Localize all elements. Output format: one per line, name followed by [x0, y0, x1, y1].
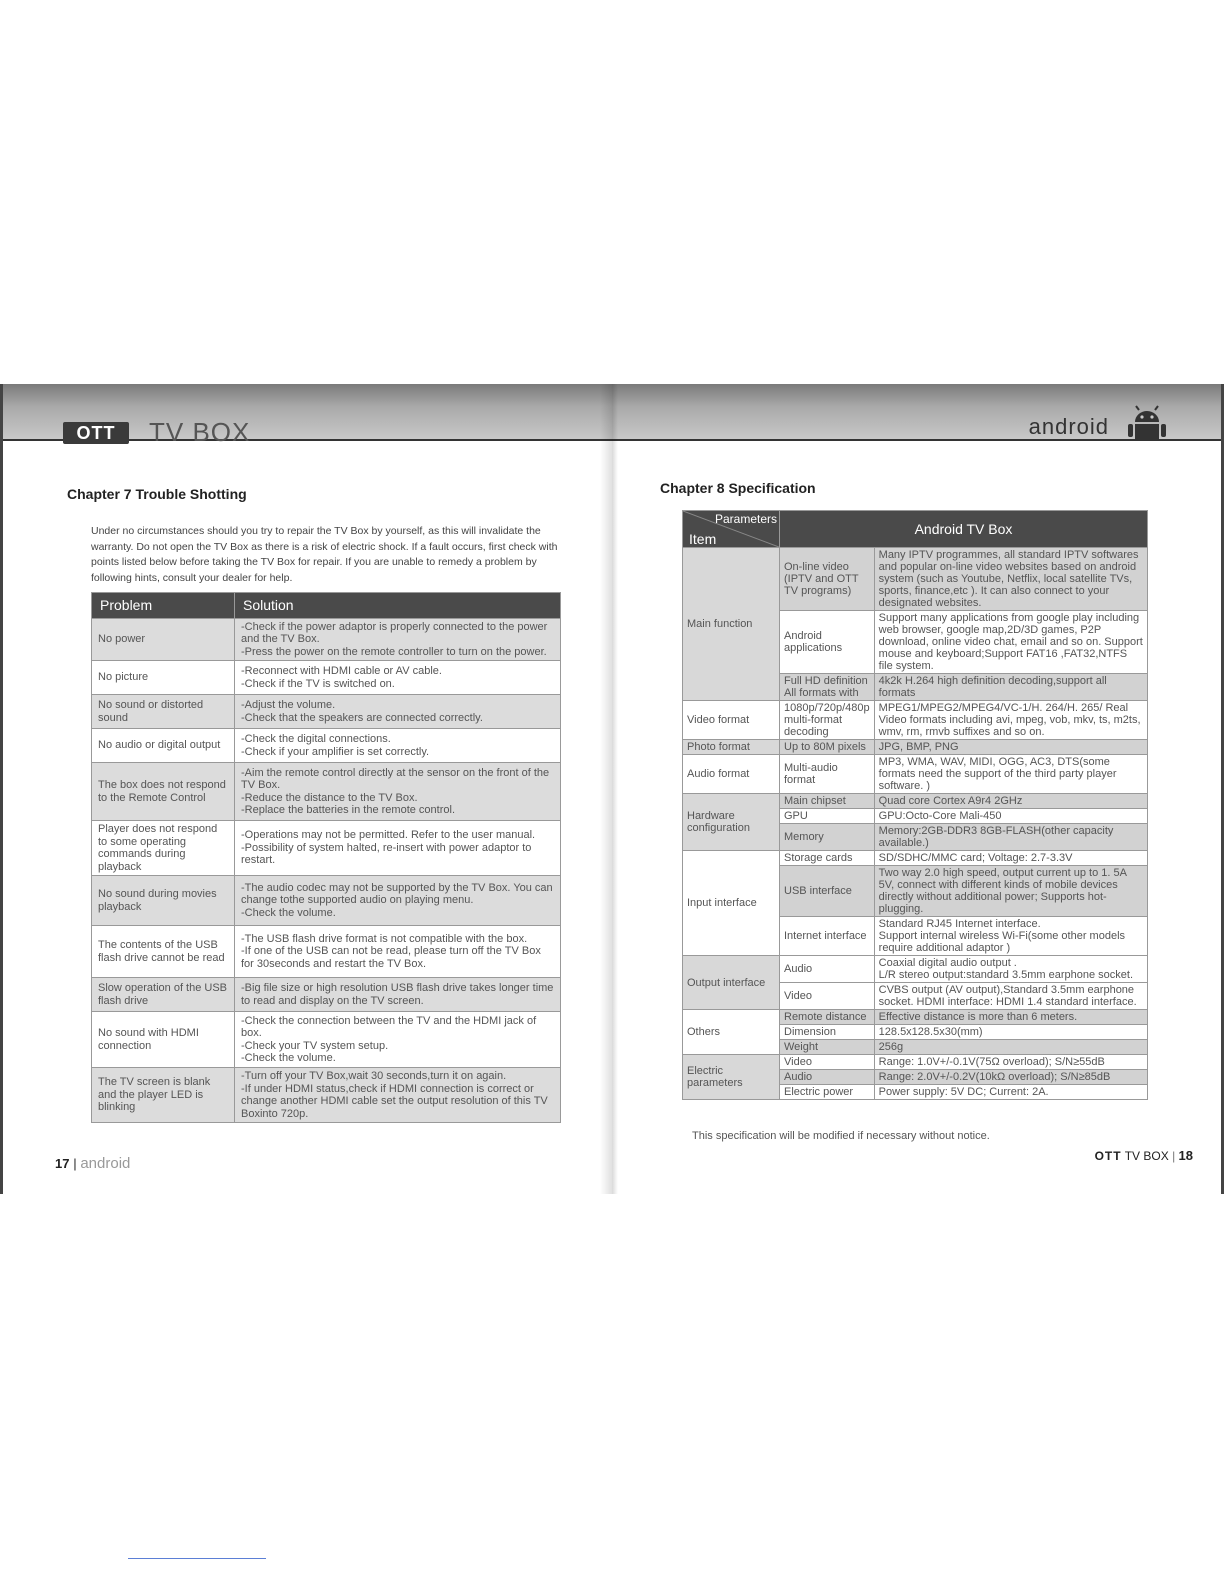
table-row — [92, 821, 561, 876]
problem-cell: No power — [92, 618, 235, 661]
params-item-header — [683, 511, 780, 548]
problem-cell: The TV screen is blank and the player LED is blinking — [92, 1068, 235, 1123]
problem-cell: No audio or digital output — [92, 729, 235, 763]
spec-header-row — [683, 511, 1148, 548]
table-row — [92, 978, 561, 1012]
spec-note: This specification will be modified if necessary without notice. — [692, 1130, 990, 1142]
spec-row — [683, 548, 1148, 611]
spec-subitem-cell: Dimension — [780, 1025, 875, 1040]
spec-subitem-cell: On-line video (IPTV and OTT TV programs) — [780, 548, 875, 611]
spec-item-cell: Input interface — [683, 851, 780, 956]
spec-row — [683, 851, 1148, 866]
solution-cell: -Check if the power adaptor is properly connected to the power and the TV Box. -Press the power on the remote controller to turn on the power. — [235, 618, 561, 661]
spec-value-cell: CVBS output (AV output),Standard 3.5mm earphone socket. HDMI interface: HDMI 1.4 standard interface. — [874, 983, 1147, 1010]
ott-logo: OTT — [63, 422, 129, 444]
right-page-footer: OTT TV BOX | 18 — [1094, 1148, 1193, 1163]
table-row — [92, 763, 561, 821]
table-row — [92, 926, 561, 978]
product-header: Android TV Box — [780, 511, 1148, 548]
solution-cell: -The audio codec may not be supported by the TV Box. You can change tothe supported audio on playing menu. -Check the volume. — [235, 876, 561, 926]
spec-row — [683, 794, 1148, 809]
table-row — [92, 729, 561, 763]
footer-tv-box-text: TV BOX — [1124, 1149, 1169, 1163]
solution-cell: -Reconnect with HDMI cable or AV cable. -Check if the TV is switched on. — [235, 661, 561, 695]
solution-cell: -The USB flash drive format is not compatible with the box. -If one of the USB can not be read, please turn off the TV Box for 30seconds and restart the TV Box. — [235, 926, 561, 978]
problem-cell: Player does not respond to some operating commands during playback — [92, 821, 235, 876]
solution-cell: -Check the connection between the TV and the HDMI jack of box. -Check your TV system setup. -Check the volume. — [235, 1012, 561, 1068]
spec-item-cell: Others — [683, 1010, 780, 1055]
solution-header: Solution — [235, 593, 561, 619]
spec-subitem-cell: Memory — [780, 824, 875, 851]
spec-value-cell: MPEG1/MPEG2/MPEG4/VC-1/H. 264/H. 265/ Real Video formats including avi, mpeg, vob, mkv, ts, m2ts, wmv, rm, rmvb suffixes and so on. — [874, 701, 1147, 740]
spec-item-cell: Photo format — [683, 740, 780, 755]
spec-item-cell: Output interface — [683, 956, 780, 1010]
left-page-footer: 17 | android — [55, 1155, 131, 1172]
right-page — [612, 384, 1224, 1194]
spec-item-cell: Video format — [683, 701, 780, 740]
spec-value-cell: JPG, BMP, PNG — [874, 740, 1147, 755]
spec-value-cell: Many IPTV programmes, all standard IPTV softwares and popular on-line video websites based on android system (such as Youtube, Netflix, local satellite TVs, sports, finance,etc ). It can also connect to your designated websites. — [874, 548, 1147, 611]
spec-value-cell: Memory:2GB-DDR3 8GB-FLASH(other capacity available.) — [874, 824, 1147, 851]
right-page-number: 18 — [1178, 1148, 1193, 1163]
specification-table — [682, 510, 1148, 1100]
spec-value-cell: 4k2k H.264 high definition decoding,support all formats — [874, 674, 1147, 701]
troubleshooting-table — [91, 592, 561, 1123]
solution-cell: -Adjust the volume. -Check that the speakers are connected correctly. — [235, 695, 561, 729]
spec-subitem-cell: Internet interface — [780, 917, 875, 956]
spec-row — [683, 956, 1148, 983]
left-page-number: 17 — [55, 1156, 70, 1171]
solution-cell: -Check the digital connections. -Check if your amplifier is set correctly. — [235, 729, 561, 763]
solution-cell: -Turn off your TV Box,wait 30 seconds,turn it on again. -If under HDMI status,check if HDMI connection is correct or change another HDMI cable set the output resolution of this TV Boxinto 720p. — [235, 1068, 561, 1123]
spec-item-cell: Electric parameters — [683, 1055, 780, 1100]
android-robot-icon — [1125, 404, 1169, 444]
spec-value-cell: 256g — [874, 1040, 1147, 1055]
spec-value-cell: Effective distance is more than 6 meters. — [874, 1010, 1147, 1025]
problem-cell: No sound during movies playback — [92, 876, 235, 926]
gutter-shadow-right — [612, 384, 618, 1194]
problem-cell: No sound or distorted sound — [92, 695, 235, 729]
spec-subitem-cell: 1080p/720p/480p multi-format decoding — [780, 701, 875, 740]
gutter-shadow — [600, 384, 612, 1194]
spec-value-cell: Support many applications from google play including web browser, google map,2D/3D games, P2P download, online video chat, email and so on. Support mouse and keyboard;Support FAT16 ,FAT32,NTFS file system. — [874, 611, 1147, 674]
spec-value-cell: 128.5x128.5x30(mm) — [874, 1025, 1147, 1040]
spec-item-cell: Main function — [683, 548, 780, 701]
item-label: Item — [689, 531, 717, 547]
spec-subitem-cell: Up to 80M pixels — [780, 740, 875, 755]
spec-value-cell: MP3, WMA, WAV, MIDI, OGG, AC3, DTS(some formats need the support of the third party player software. ) — [874, 755, 1147, 794]
spec-item-cell: Audio format — [683, 755, 780, 794]
spec-row — [683, 740, 1148, 755]
table-row — [92, 695, 561, 729]
parameters-label: Parameters — [714, 512, 777, 526]
solution-cell: -Operations may not be permitted. Refer to the user manual. -Possibility of system halted, re-insert with power adaptor to restart. — [235, 821, 561, 876]
spec-subitem-cell: Full HD definition All formats with — [780, 674, 875, 701]
footer-android-text: android — [80, 1155, 131, 1172]
tv-box-logo-text: TV BOX — [149, 417, 251, 447]
chapter-8-title: Chapter 8 Specification — [660, 480, 816, 496]
underline-mark — [128, 1558, 266, 1559]
spec-subitem-cell: Remote distance — [780, 1010, 875, 1025]
table-header-row — [92, 593, 561, 619]
problem-cell: No picture — [92, 661, 235, 695]
problem-header: Problem — [92, 593, 235, 619]
solution-cell: -Big file size or high resolution USB flash drive takes longer time to read and display on the TV screen. — [235, 978, 561, 1012]
spec-item-cell: Hardware configuration — [683, 794, 780, 851]
spec-value-cell: SD/SDHC/MMC card; Voltage: 2.7-3.3V — [874, 851, 1147, 866]
spec-subitem-cell: Electric power — [780, 1085, 875, 1100]
footer-ott-mark: OTT — [1094, 1149, 1122, 1163]
spec-subitem-cell: Multi-audio format — [780, 755, 875, 794]
android-header-text: android — [1028, 414, 1109, 439]
spec-subitem-cell: USB interface — [780, 866, 875, 917]
table-row — [92, 661, 561, 695]
spec-subitem-cell: Audio — [780, 956, 875, 983]
spec-value-cell: Coaxial digital audio output . L/R stereo output:standard 3.5mm earphone socket. — [874, 956, 1147, 983]
spec-value-cell: Range: 1.0V+/-0.1V(75Ω overload); S/N≥55dB — [874, 1055, 1147, 1070]
spec-value-cell: Range: 2.0V+/-0.2V(10kΩ overload); S/N≥85dB — [874, 1070, 1147, 1085]
spec-value-cell: Two way 2.0 high speed, output current up to 1. 5A 5V, connect with different kinds of mobile devices directly without additional power; Supports hot-plugging. — [874, 866, 1147, 917]
spec-row — [683, 701, 1148, 740]
problem-cell: The box does not respond to the Remote Control — [92, 763, 235, 821]
spec-value-cell: Standard RJ45 Internet interface. Support internal wireless Wi-Fi(some other models require additional adaptor ) — [874, 917, 1147, 956]
spec-value-cell: GPU:Octo-Core Mali-450 — [874, 809, 1147, 824]
spec-subitem-cell: Audio — [780, 1070, 875, 1085]
spec-subitem-cell: Storage cards — [780, 851, 875, 866]
spec-subitem-cell: Weight — [780, 1040, 875, 1055]
chapter-7-title: Chapter 7 Trouble Shotting — [67, 486, 247, 502]
spec-row — [683, 1055, 1148, 1070]
spec-value-cell: Quad core Cortex A9r4 2GHz — [874, 794, 1147, 809]
spec-subitem-cell: Main chipset — [780, 794, 875, 809]
spec-subitem-cell: GPU — [780, 809, 875, 824]
table-row — [92, 618, 561, 661]
left-page — [0, 384, 612, 1194]
spec-subitem-cell: Video — [780, 1055, 875, 1070]
problem-cell: No sound with HDMI connection — [92, 1012, 235, 1068]
table-row — [92, 1012, 561, 1068]
intro-paragraph: Under no circumstances should you try to repair the TV Box by yourself, as this will invalidate the warranty. Do not open the TV Box as there is a risk of electric shock. If a fault occurs, first check with points listed below before taking the TV Box for repair. If you are unable to remedy a problem by following hints, consult your dealer for help. — [91, 525, 558, 584]
spec-subitem-cell: Video — [780, 983, 875, 1010]
table-row — [92, 1068, 561, 1123]
book-spread — [0, 384, 1224, 1194]
spec-value-cell: Power supply: 5V DC; Current: 2A. — [874, 1085, 1147, 1100]
spec-row — [683, 755, 1148, 794]
spec-subitem-cell: Android applications — [780, 611, 875, 674]
problem-cell: The contents of the USB flash drive cannot be read — [92, 926, 235, 978]
spec-row — [683, 1010, 1148, 1025]
table-row — [92, 876, 561, 926]
problem-cell: Slow operation of the USB flash drive — [92, 978, 235, 1012]
solution-cell: -Aim the remote control directly at the sensor on the front of the TV Box. -Reduce the distance to the TV Box. -Replace the batteries in the remote control. — [235, 763, 561, 821]
